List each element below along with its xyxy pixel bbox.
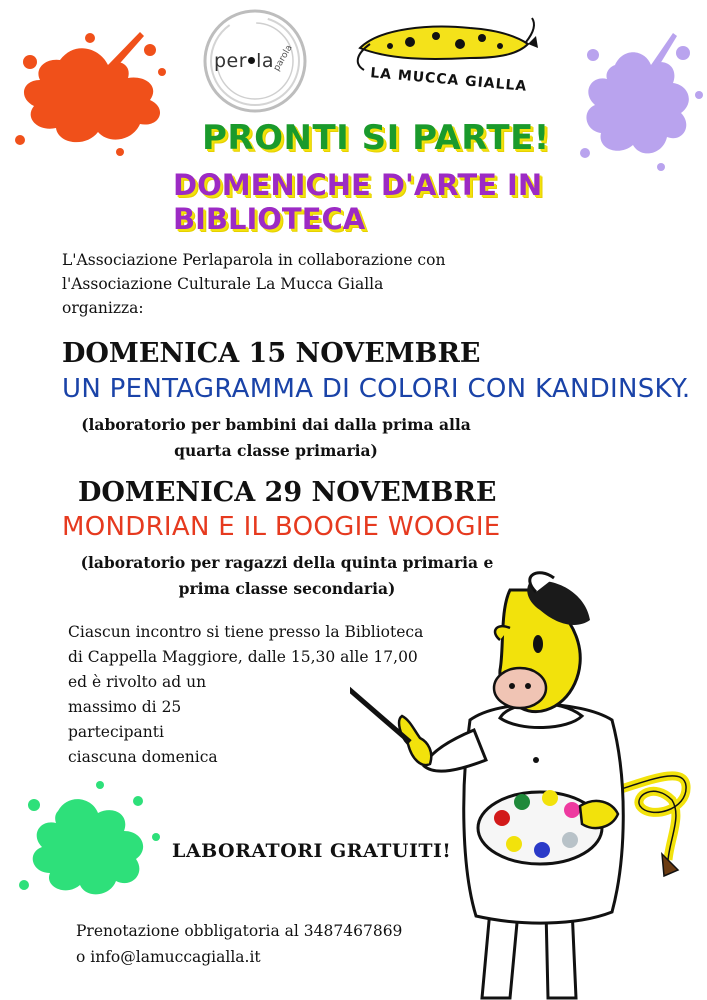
note-line: quarta classe primaria) [174, 441, 378, 460]
perla-wordmark: per la [214, 50, 274, 72]
headline-domeniche-arte: DOMENICHE D'ARTE IN BIBLIOTECA [173, 168, 543, 236]
perlaparola-logo [200, 6, 310, 116]
event1-date: DOMENICA 15 NOVEMBRE [62, 338, 481, 369]
info-line: di Cappella Maggiore, dalle 15,30 alle 17,00 [68, 648, 418, 666]
intro-line: L'Associazione Perlaparola in collaborazione con [62, 251, 446, 269]
booking-email: o info@lamuccagialla.it [76, 948, 261, 966]
orange-paint-splat [0, 20, 175, 165]
event1-note [56, 412, 496, 464]
note-line: (laboratorio per ragazzi della quinta primaria e [80, 553, 494, 572]
event2-title: MONDRIAN E IL BOOGIE WOOGIE [62, 512, 501, 542]
intro-line: l'Associazione Culturale La Mucca Gialla [62, 275, 384, 293]
booking-phone: Prenotazione obbligatoria al 3487467869 [76, 922, 403, 940]
info-line: ciascuna domenica [68, 748, 218, 766]
info-line: Ciascun incontro si tiene presso la Biblioteca [68, 623, 424, 641]
perla-sub-wordmark: parola [272, 43, 295, 73]
green-paint-splat [10, 775, 170, 905]
headline-pronti-si-parte: PRONTI SI PARTE! [202, 118, 550, 158]
lilac-paint-splat [565, 25, 707, 175]
info-line: massimo di 25 [68, 698, 182, 716]
note-line: (laboratorio per bambini dai dalla prima alla [81, 415, 471, 434]
intro-line: organizza: [62, 299, 144, 317]
event1-title: UN PENTAGRAMMA DI COLORI CON KANDINSKY. [62, 374, 691, 404]
info-line: ed è rivolto ad un [68, 673, 207, 691]
note-line: prima classe secondaria) [178, 579, 396, 598]
intro-paragraph [62, 248, 445, 320]
mucca-gialla-logo [350, 14, 540, 94]
cow-painter-illustration [350, 570, 707, 1000]
event2-date: DOMENICA 29 NOVEMBRE [78, 477, 497, 508]
mucca-gialla-wordmark: LA MUCCA GIALLA [369, 65, 528, 95]
info-line: partecipanti [68, 723, 164, 741]
free-workshops-label: LABORATORI GRATUITI! [172, 840, 452, 862]
